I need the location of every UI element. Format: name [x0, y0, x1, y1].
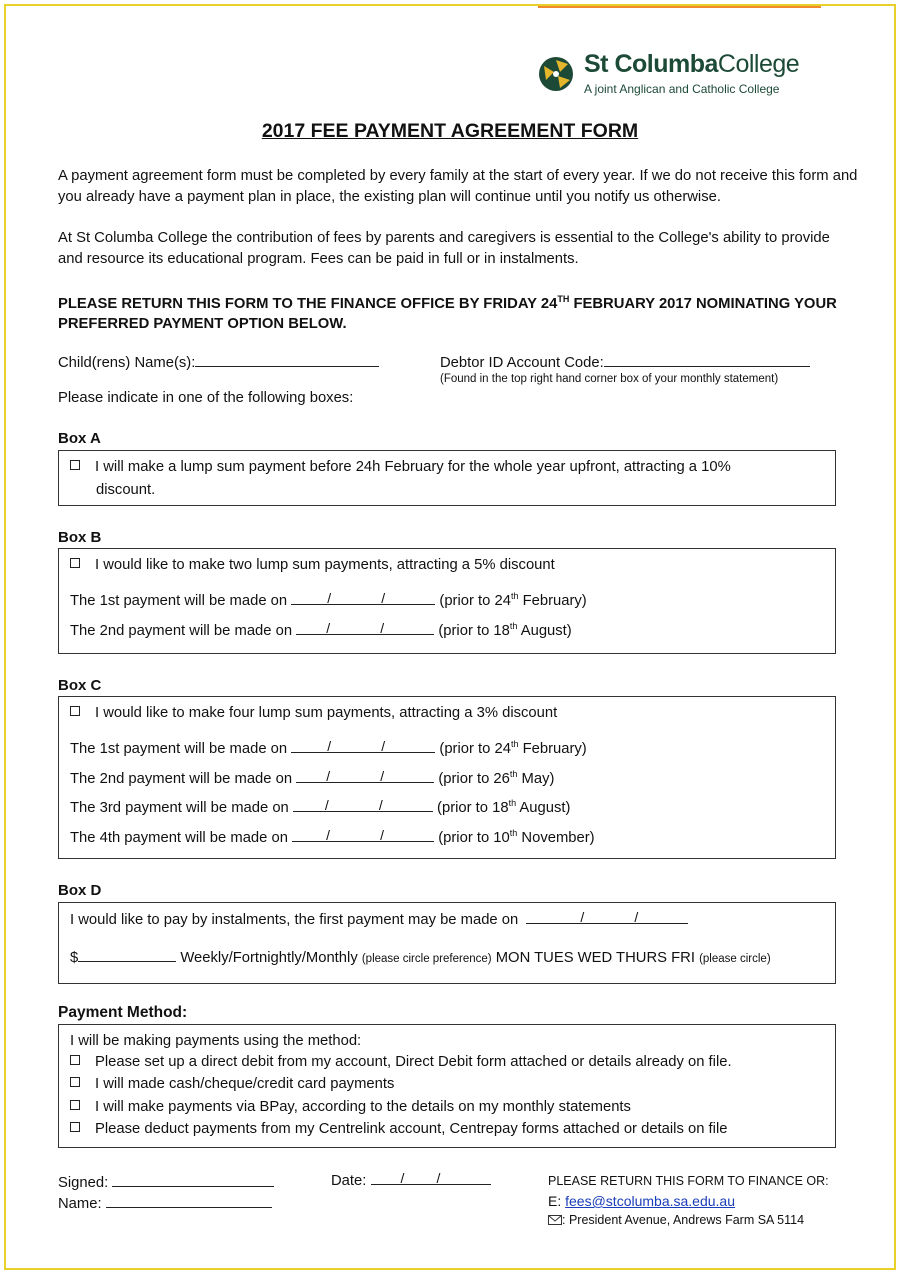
date-field[interactable]: / /: [291, 740, 435, 753]
logo-name: St ColumbaCollege: [584, 50, 800, 78]
payment-label: The 2nd payment will be made on: [70, 770, 293, 787]
payment-label: The 3rd payment will be made on: [70, 799, 289, 816]
box-d-first-payment: [70, 911, 688, 928]
postal-address: : President Avenue, Andrews Farm SA 5114: [548, 1213, 804, 1227]
email-contact: E: fees@stcolumba.sa.edu.au: [548, 1193, 735, 1209]
box-b-option-label: I would like to make two lump sum payments, attracting a 5% discount: [95, 557, 555, 573]
box-b-option[interactable]: [70, 557, 555, 573]
payment-method-title: Payment Method:: [58, 1004, 188, 1021]
box-c-payment-1: [70, 739, 587, 757]
checkbox-icon[interactable]: [70, 1077, 80, 1087]
return-instruction: PLEASE RETURN THIS FORM TO FINANCE OR:: [548, 1174, 829, 1188]
debtor-id-hint: (Found in the top right hand corner box of your monthly statement): [440, 373, 779, 385]
box-c-payment-2: [70, 769, 554, 787]
checkbox-icon[interactable]: [70, 460, 80, 470]
box-a-title: Box A: [58, 430, 101, 447]
box-b-payment-2: [70, 621, 572, 639]
prior-to-text: (prior to 24th February): [439, 591, 587, 609]
box-a: [58, 450, 836, 506]
intro-paragraph-2: At St Columba College the contribution of fees by parents and caregivers is essential to the College's ability to provide and resource its educational program. Fees can be paid in full or in instalments.: [58, 230, 830, 267]
signed-field[interactable]: [58, 1172, 274, 1191]
form-page: [4, 4, 896, 1270]
college-logo-icon: [536, 54, 576, 94]
college-logo: [536, 50, 826, 100]
box-a-line1: I will make a lump sum payment before 24h February for the whole year upfront, attracting a 10%: [95, 459, 731, 475]
prior-to-text: (prior to 10th November): [438, 828, 595, 846]
name-line[interactable]: [106, 1193, 272, 1208]
payment-method-intro: I will be making payments using the method:: [70, 1033, 362, 1049]
box-a-option[interactable]: [70, 459, 731, 475]
box-a-line2: discount.: [96, 482, 156, 498]
signed-label: Signed:: [58, 1175, 109, 1191]
box-c-payment-4: [70, 828, 595, 846]
debtor-id-line[interactable]: [604, 352, 810, 367]
box-c-title: Box C: [58, 677, 102, 694]
frequency-hint: (please circle preference): [361, 953, 492, 965]
instalment-label: I would like to pay by instalments, the first payment may be made on: [70, 912, 519, 928]
debtor-id-field[interactable]: [440, 352, 810, 371]
payment-option-cash[interactable]: I will made cash/cheque/credit card payments: [70, 1076, 394, 1092]
payment-option-bpay[interactable]: I will make payments via BPay, according to the details on my monthly statements: [70, 1099, 631, 1115]
frequency-options[interactable]: Weekly/Fortnightly/Monthly: [180, 950, 358, 966]
box-b-title: Box B: [58, 529, 102, 546]
payment-label: The 2nd payment will be made on: [70, 622, 293, 639]
prior-to-text: (prior to 18th August): [437, 798, 571, 816]
return-notice: PLEASE RETURN THIS FORM TO THE FINANCE OFFICE BY FRIDAY 24TH FEBRUARY 2017 NOMINATING YOUR PREFERRED PAYMENT OPTION BELOW.: [58, 294, 837, 332]
box-c-option[interactable]: [70, 705, 557, 721]
form-title: 2017 FEE PAYMENT AGREEMENT FORM: [261, 120, 639, 142]
date-signed-field[interactable]: [331, 1172, 491, 1189]
email-link[interactable]: fees@stcolumba.sa.edu.au: [565, 1193, 735, 1209]
payment-label: The 4th payment will be made on: [70, 829, 288, 846]
box-c-option-label: I would like to make four lump sum payments, attracting a 3% discount: [95, 705, 558, 721]
date-field[interactable]: / /: [296, 770, 434, 783]
child-name-label: Child(rens) Name(s):: [58, 355, 196, 371]
date-field[interactable]: / /: [292, 829, 434, 842]
name-label: Name:: [58, 1196, 102, 1212]
day-hint: (please circle): [699, 953, 771, 965]
indicate-instruction: Please indicate in one of the following boxes:: [58, 390, 354, 406]
top-accent-line: [538, 6, 821, 8]
child-name-line[interactable]: [195, 352, 379, 367]
checkbox-icon[interactable]: [70, 558, 80, 568]
amount-field[interactable]: [78, 949, 176, 962]
box-c: [58, 696, 836, 859]
checkbox-icon[interactable]: [70, 1055, 80, 1065]
payment-label: The 1st payment will be made on: [70, 592, 288, 609]
name-field[interactable]: [58, 1193, 272, 1212]
day-options[interactable]: MON TUES WED THURS FRI: [495, 950, 695, 966]
envelope-icon: [548, 1215, 562, 1225]
child-name-field[interactable]: [58, 352, 379, 371]
date-label: Date:: [331, 1173, 367, 1189]
box-c-payment-3: [70, 798, 570, 816]
intro-paragraph-1: A payment agreement form must be completed by every family at the start of every year. If we do not receive this form and you already have a payment plan in place, the existing plan will continue until you notify us otherwise.: [58, 168, 858, 205]
payment-method-box: [58, 1024, 836, 1148]
payment-option-direct-debit[interactable]: Please set up a direct debit from my account, Direct Debit form attached or details already on file.: [70, 1054, 732, 1070]
prior-to-text: (prior to 24th February): [439, 739, 587, 757]
date-field[interactable]: / /: [371, 1172, 491, 1185]
prior-to-text: (prior to 26th May): [438, 769, 555, 787]
checkbox-icon[interactable]: [70, 1100, 80, 1110]
checkbox-icon[interactable]: [70, 706, 80, 716]
date-field[interactable]: / /: [293, 799, 433, 812]
logo-tagline: A joint Anglican and Catholic College: [584, 82, 780, 96]
date-field[interactable]: / /: [526, 911, 688, 924]
box-b-payment-1: [70, 591, 587, 609]
signed-line[interactable]: [112, 1172, 274, 1187]
payment-option-centrelink[interactable]: Please deduct payments from my Centrelink account, Centrepay forms attached or details on file: [70, 1121, 727, 1137]
box-d: [58, 902, 836, 984]
box-d-amount-row: [70, 949, 771, 966]
dollar-sign: $: [70, 950, 79, 966]
checkbox-icon[interactable]: [70, 1122, 80, 1132]
date-field[interactable]: / /: [296, 622, 434, 635]
box-d-title: Box D: [58, 882, 102, 899]
payment-label: The 1st payment will be made on: [70, 740, 288, 757]
prior-to-text: (prior to 18th August): [438, 621, 572, 639]
debtor-id-label: Debtor ID Account Code:: [440, 355, 604, 371]
date-field[interactable]: / /: [291, 592, 435, 605]
box-b: [58, 548, 836, 654]
